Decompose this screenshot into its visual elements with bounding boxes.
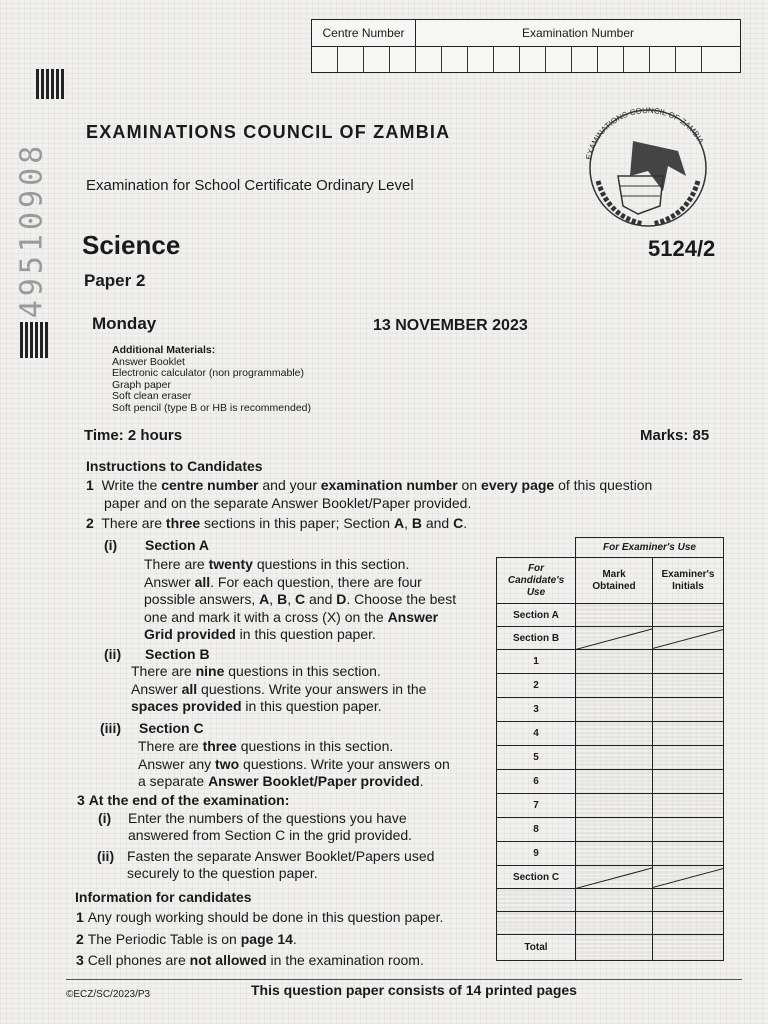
paper-code: 5124/2: [648, 236, 716, 261]
section-b-title: Section B: [145, 646, 210, 662]
initials-cell[interactable]: [653, 674, 724, 698]
info-3: 3 Cell phones are not allowed in the examination room.: [76, 952, 424, 968]
svg-text:EXAMINATIONS COUNCIL OF ZAMBIA: EXAMINATIONS COUNCIL OF ZAMBIA: [584, 105, 706, 161]
examiner-marks-table: [496, 537, 724, 961]
centre-number-label: Centre Number: [312, 20, 416, 47]
paper-number: Paper 2: [84, 271, 146, 290]
exam-day: Monday: [92, 314, 157, 333]
instruction-1-line2: paper and on the separate Answer Booklet/Paper provided.: [104, 495, 472, 511]
section-b-number: (ii): [104, 646, 122, 662]
initials-cell: [653, 627, 724, 650]
instruction-3a-text: Enter the numbers of the questions you have answered from Section C in the grid provided.: [128, 810, 413, 843]
row-label: 2: [497, 674, 576, 698]
row-label: Total: [497, 935, 576, 961]
candidates-use-header: For Candidate's Use: [497, 558, 576, 604]
information-heading: Information for candidates: [75, 889, 252, 905]
number-entry-cells[interactable]: [312, 47, 728, 72]
examiners-use-header: For Examiner's Use: [576, 538, 724, 558]
section-c-number: (iii): [100, 720, 121, 736]
mark-cell[interactable]: [576, 912, 653, 935]
section-c-question-cell[interactable]: [497, 889, 576, 912]
material-item: Electronic calculator (non programmable): [112, 367, 304, 380]
mark-cell[interactable]: [576, 794, 653, 818]
row-label: 1: [497, 650, 576, 674]
mark-cell[interactable]: [576, 770, 653, 794]
page-count-note: This question paper consists of 14 printed pages: [251, 982, 577, 998]
instructions-heading: Instructions to Candidates: [86, 458, 263, 474]
subject-title: Science: [82, 230, 181, 260]
material-item: Soft pencil (type B or HB is recommended): [112, 401, 311, 414]
initials-cell: [653, 866, 724, 889]
material-item: Soft clean eraser: [112, 390, 192, 403]
mark-cell: [576, 866, 653, 889]
row-label: 9: [497, 842, 576, 866]
section-c-text: There are three questions in this section. Answer any two questions. Write your answers on a separate Answer Booklet/Paper provided.: [138, 738, 450, 789]
exam-level: Examination for School Certificate Ordinary Level: [86, 177, 414, 194]
initials-cell[interactable]: [653, 935, 724, 961]
section-c-title: Section C: [139, 720, 204, 736]
additional-materials: [112, 345, 311, 415]
mark-cell[interactable]: [576, 674, 653, 698]
organisation-name: EXAMINATIONS COUNCIL OF ZAMBIA: [86, 122, 451, 142]
instruction-3: 3 At the end of the examination:: [77, 792, 290, 808]
row-label: Section A: [497, 604, 576, 627]
initials-cell[interactable]: [653, 650, 724, 674]
row-label: 7: [497, 794, 576, 818]
material-item: Graph paper: [112, 378, 171, 391]
instruction-3b-text: Fasten the separate Answer Booklet/Papers used securely to the question paper.: [127, 848, 435, 881]
mark-obtained-header: Mark Obtained: [576, 558, 653, 604]
mark-cell: [576, 627, 653, 650]
mark-cell[interactable]: [576, 722, 653, 746]
barcode-icon: [36, 69, 66, 99]
mark-cell[interactable]: [576, 818, 653, 842]
instruction-2: 2 There are three sections in this paper; Section A, B and C.: [86, 515, 468, 531]
total-mark-cell[interactable]: [576, 935, 653, 961]
section-a-text: There are twenty questions in this section. Answer all. For each question, there are four possible answers, A, B, C and D. Choose the best one and mark it with a cross (X) on the Answer Grid provided in this question paper.: [144, 556, 457, 642]
row-label: 3: [497, 698, 576, 722]
footer-code: ©ECZ/SC/2023/P3: [66, 989, 151, 1000]
initials-cell[interactable]: [653, 818, 724, 842]
section-a-title: Section A: [145, 537, 210, 553]
instruction-3b-number: (ii): [97, 848, 115, 864]
row-label: 8: [497, 818, 576, 842]
info-2: 2 The Periodic Table is on page 14.: [76, 931, 297, 947]
ecz-emblem-icon: [568, 96, 728, 236]
footer-divider: [66, 979, 742, 980]
section-b-text: There are nine questions in this section. Answer all questions. Write your answers in the spaces provided in this question paper.: [131, 663, 427, 714]
row-label: 6: [497, 770, 576, 794]
initials-cell[interactable]: [653, 722, 724, 746]
initials-cell[interactable]: [653, 770, 724, 794]
barcode-icon: [20, 322, 48, 358]
initials-cell[interactable]: [653, 794, 724, 818]
mark-cell[interactable]: [576, 889, 653, 912]
material-item: Answer Booklet: [112, 355, 185, 368]
initials-cell[interactable]: [653, 912, 724, 935]
time-allowed: Time: 2 hours: [84, 427, 183, 444]
candidate-number-boxes: [311, 19, 741, 73]
mark-cell[interactable]: [576, 698, 653, 722]
row-label: 4: [497, 722, 576, 746]
initials-cell[interactable]: [653, 698, 724, 722]
initials-cell[interactable]: [653, 889, 724, 912]
examiner-initials-header: Examiner's Initials: [653, 558, 724, 604]
info-1: 1 Any rough working should be done in this question paper.: [76, 909, 444, 925]
instruction-3a-number: (i): [98, 810, 112, 826]
instruction-1: 1 Write the centre number and your examination number on every page of this question: [86, 477, 653, 493]
serial-number: 49510908: [14, 141, 50, 319]
mark-cell[interactable]: [576, 604, 653, 627]
mark-cell[interactable]: [576, 650, 653, 674]
row-label: Section B: [497, 627, 576, 650]
mark-cell[interactable]: [576, 746, 653, 770]
total-marks: Marks: 85: [640, 427, 710, 444]
materials-title: Additional Materials:: [112, 344, 216, 356]
section-a-number: (i): [104, 537, 118, 553]
exam-date: 13 NOVEMBER 2023: [373, 317, 528, 334]
section-c-question-cell[interactable]: [497, 912, 576, 935]
mark-cell[interactable]: [576, 842, 653, 866]
initials-cell[interactable]: [653, 746, 724, 770]
row-label: 5: [497, 746, 576, 770]
examination-number-label: Examination Number: [416, 20, 740, 47]
initials-cell[interactable]: [653, 604, 724, 627]
initials-cell[interactable]: [653, 842, 724, 866]
row-label: Section C: [497, 866, 576, 889]
